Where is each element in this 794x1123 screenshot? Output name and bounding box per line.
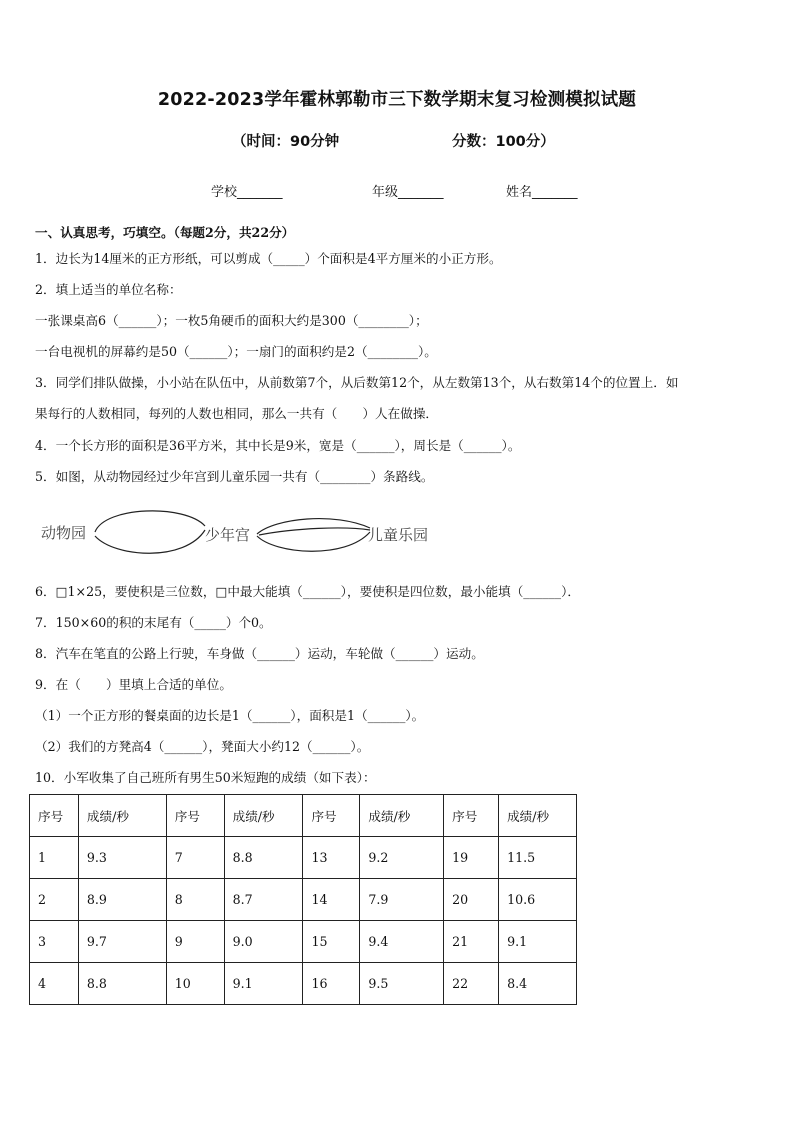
route-lines (35, 498, 455, 568)
table-row (30, 837, 577, 879)
question-10: 10．小军收集了自己班所有男生50米短跑的成绩（如下表）： (35, 770, 376, 785)
table-cell: 15 (303, 921, 360, 963)
table-cell: 8.4 (499, 963, 577, 1005)
table-cell: 16 (303, 963, 360, 1005)
table-cell: 8 (166, 879, 224, 921)
question-7: 7．150×60的积的末尾有（_____）个0。 (35, 615, 272, 630)
table-cell: 1 (30, 837, 79, 879)
route-lower-1 (95, 530, 205, 553)
table-cell: 11.5 (499, 837, 577, 879)
table-cell: 10.6 (499, 879, 577, 921)
exam-score: 分数：100分） (452, 134, 555, 150)
question-5: 5．如图，从动物园经过少年宫到儿童乐园一共有（________）条路线。 (35, 469, 434, 484)
table-cell: 14 (303, 879, 360, 921)
table-cell: 8.8 (224, 837, 303, 879)
header-cell: 成绩/秒 (224, 795, 303, 837)
question-2b: 一台电视机的屏幕约是50（______）；一扇门的面积约是2（________）。 (35, 344, 437, 359)
route-lower-2 (257, 532, 370, 551)
zoo-label: 动物园 (41, 524, 87, 542)
table-cell: 22 (444, 963, 499, 1005)
question-4: 4．一个长方形的面积是36平方米，其中长是9米，宽是（______），周长是（______）。 (35, 438, 521, 453)
youth-palace-label: 少年宫 (205, 526, 251, 544)
question-6: 6．□1×25，要使积是三位数，□中最大能填（______），要使积是四位数，最小能填（______）． (35, 584, 580, 599)
table-row (30, 879, 577, 921)
section-heading: 一、认真思考，巧填空。（每题2分，共22分） (35, 225, 295, 240)
table-cell: 4 (30, 963, 79, 1005)
question-9a: （1）一个正方形的餐桌面的边长是1（______），面积是1（______）。 (35, 708, 425, 723)
scores-table (29, 794, 577, 1005)
exam-title: 2022-2023学年霍林郭勒市三下数学期末复习检测模拟试题 (157, 90, 637, 110)
table-header-row (30, 795, 577, 837)
table-cell: 8.8 (78, 963, 166, 1005)
table-cell: 8.7 (224, 879, 303, 921)
table-cell: 9.4 (360, 921, 444, 963)
route-upper-2 (257, 519, 370, 534)
route-upper-1 (95, 511, 205, 532)
question-1: 1．边长为14厘米的正方形纸，可以剪成（_____）个面积是4平方厘米的小正方形。 (35, 251, 502, 266)
header-cell: 成绩/秒 (78, 795, 166, 837)
table-cell: 21 (444, 921, 499, 963)
question-9: 9．在（ ）里填上合适的单位。 (35, 677, 232, 692)
table-cell: 9.1 (224, 963, 303, 1005)
table-cell: 9.5 (360, 963, 444, 1005)
table-cell: 2 (30, 879, 79, 921)
table-cell: 9.3 (78, 837, 166, 879)
header-cell: 序号 (303, 795, 360, 837)
question-3-line2: 果每行的人数相同，每列的人数也相同，那么一共有（ ）人在做操． (35, 406, 438, 421)
table-cell: 10 (166, 963, 224, 1005)
question-2: 2．填上适当的单位名称： (35, 282, 182, 297)
grade-field[interactable]: 年级_______ (372, 185, 444, 200)
question-2a: 一张课桌高6（______）；一枚5角硬币的面积大约是300（________）； (35, 313, 428, 328)
header-cell: 成绩/秒 (360, 795, 444, 837)
header-cell: 序号 (444, 795, 499, 837)
header-cell: 序号 (30, 795, 79, 837)
table-cell: 9.1 (499, 921, 577, 963)
route-middle-2 (259, 528, 370, 535)
header-cell: 成绩/秒 (499, 795, 577, 837)
table-cell: 13 (303, 837, 360, 879)
table-cell: 8.9 (78, 879, 166, 921)
table-cell: 9.7 (78, 921, 166, 963)
header-cell: 序号 (166, 795, 224, 837)
table-row (30, 963, 577, 1005)
table-cell: 3 (30, 921, 79, 963)
playground-label: 儿童乐园 (368, 526, 429, 544)
table-cell: 7.9 (360, 879, 444, 921)
exam-time: （时间：90分钟 (232, 134, 340, 150)
table-cell: 7 (166, 837, 224, 879)
table-cell: 9.2 (360, 837, 444, 879)
table-cell: 19 (444, 837, 499, 879)
table-row (30, 921, 577, 963)
school-field[interactable]: 学校_______ (211, 185, 283, 200)
table-cell: 20 (444, 879, 499, 921)
question-3-line1: 3．同学们排队做操，小小站在队伍中，从前数第7个，从后数第12个，从左数第13个，从右数第14个的位置上．如 (35, 375, 679, 390)
question-8: 8．汽车在笔直的公路上行驶，车身做（______）运动，车轮做（______）运动。 (35, 646, 484, 661)
question-9b: （2）我们的方凳高4（______），凳面大小约12（______）。 (35, 739, 370, 754)
table-cell: 9.0 (224, 921, 303, 963)
route-diagram (35, 498, 455, 568)
name-field[interactable]: 姓名_______ (506, 185, 578, 200)
table-cell: 9 (166, 921, 224, 963)
